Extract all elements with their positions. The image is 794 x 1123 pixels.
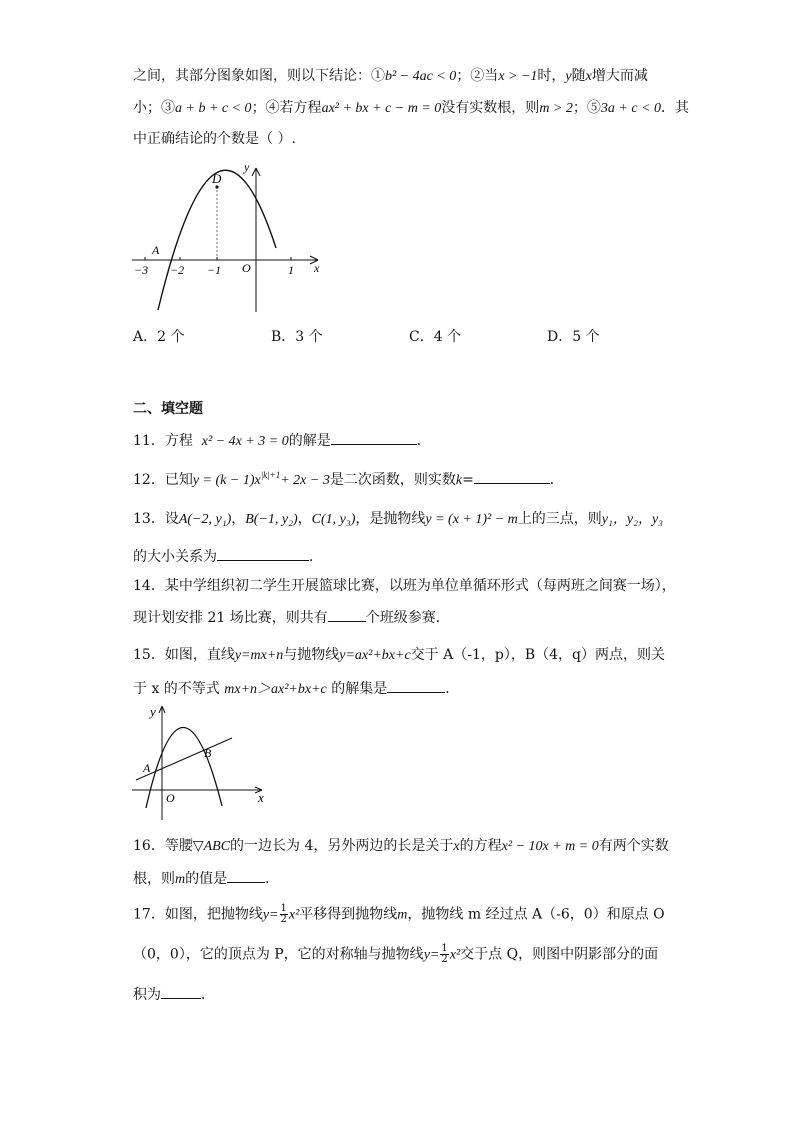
- q17-answer-blank[interactable]: [161, 984, 201, 999]
- q17-y-eq: y=: [262, 907, 279, 923]
- q10-text: 随: [571, 68, 586, 84]
- q10-text: 时，: [537, 68, 566, 84]
- parabola-curve: [146, 727, 222, 808]
- var-x: x: [585, 69, 592, 84]
- q10-text: ．其: [660, 100, 689, 116]
- q12-end: ．: [549, 472, 564, 488]
- q16-line2: [133, 868, 279, 890]
- q16-answer-blank[interactable]: [227, 868, 265, 883]
- q11-answer-blank[interactable]: [331, 430, 417, 445]
- fraction-denominator: 2: [441, 954, 448, 965]
- q10-line1: [133, 66, 648, 87]
- q13-vars: y₁，y₂，y₃: [601, 512, 664, 527]
- point-a-label: A: [143, 761, 151, 775]
- q15-line2: [133, 678, 459, 700]
- q16-var-m: m: [175, 872, 186, 887]
- q17-line2: [133, 944, 658, 966]
- fraction-numerator: 1: [280, 903, 287, 914]
- q12-function: y = (k − 1)x: [192, 473, 261, 488]
- q17-x2: x²: [288, 907, 300, 923]
- q10-line3: 中正确结论的个数是（ ）.: [133, 131, 296, 147]
- q14-text: 个班级参赛．: [365, 610, 450, 626]
- point-b: B(−1, y₂): [245, 512, 298, 527]
- q13-text: 上的三点，则: [517, 511, 602, 527]
- q12-text: 是二次函数，则实数: [329, 472, 456, 488]
- q12-eq: =: [462, 472, 474, 488]
- q16-var-x: x: [453, 839, 460, 854]
- choice-d[interactable]: D．5 个: [547, 329, 600, 345]
- q11-equation: x² − 4x + 3 = 0: [201, 434, 289, 449]
- q16-equation: x² − 10x + m = 0: [501, 839, 599, 854]
- y-label: y: [244, 160, 250, 174]
- q16-end: ．: [265, 871, 280, 887]
- point-a-label: A: [152, 243, 160, 257]
- q14-text: 现计划安排 21 场比赛，则共有: [133, 610, 328, 626]
- q13-label: 13．设: [133, 511, 179, 527]
- q17-y-eq: y=: [423, 947, 440, 963]
- q10-parabola-graph: [128, 158, 328, 318]
- tick-label: 1: [288, 263, 294, 277]
- q15-end: ．: [445, 681, 460, 697]
- q12-answer-blank[interactable]: [474, 469, 550, 484]
- q17-text: ，抛物线 m 经过点 A（-6，0）和原点 O: [407, 906, 665, 923]
- var-y: y: [565, 69, 572, 84]
- q10-text: ；②当: [456, 68, 499, 84]
- line-curve: [136, 738, 232, 780]
- q16-text: 的方程: [459, 838, 502, 854]
- q17-line3: [133, 984, 215, 1005]
- q14-answer-blank[interactable]: [328, 607, 366, 622]
- q17-text: 积为: [133, 987, 161, 1003]
- q14-line2: [133, 607, 450, 628]
- q12: [133, 465, 564, 491]
- condition-5: 3a + c < 0: [600, 101, 661, 116]
- origin-label: O: [166, 791, 175, 805]
- q13-line2: [133, 546, 323, 567]
- q15-text: 交于 A（-1，p），B（4，q）两点，则关: [410, 647, 665, 663]
- q11-end: ．: [416, 433, 431, 449]
- choice-c[interactable]: C．4 个: [409, 329, 462, 345]
- q12-label: 12．已知: [133, 472, 193, 488]
- point-a: A(−2, y₁): [178, 512, 232, 527]
- q15-inequality: mx+n＞ax²+bx+c: [224, 682, 327, 697]
- q15-parabola-eq: y=ax²+bx+c: [339, 648, 411, 663]
- q13-parabola: y = (x + 1)² − m: [425, 512, 518, 527]
- q16-line1: [133, 836, 669, 857]
- q10-text: ；④若方程: [251, 100, 322, 116]
- q15-text: 于 x 的不等式: [133, 681, 220, 697]
- q10-text: 增大而减: [591, 68, 648, 84]
- q15-line-eq: y=mx+n: [234, 648, 284, 663]
- section-title: 二、填空题: [133, 401, 203, 417]
- q15-answer-blank[interactable]: [387, 678, 445, 693]
- condition-3: a + b + c < 0: [175, 101, 252, 116]
- q17-text: 平移得到抛物线: [299, 906, 398, 923]
- q16-text: 有两个实数: [598, 838, 669, 854]
- q17-text: 17．如图，把抛物线: [133, 906, 263, 923]
- q17-text: （0，0），它的顶点为 P，它的对称轴与抛物线: [133, 946, 424, 963]
- q15-text: 的解集是: [331, 681, 388, 697]
- q17-fraction: [280, 904, 288, 925]
- q14-line1: 14．某中学组织初二学生开展篮球比赛，以班为单位单循环形式（每两班之间赛一场），: [133, 578, 676, 594]
- q16-text: 根，则: [133, 871, 175, 887]
- q13-text: 的大小关系为: [133, 549, 217, 565]
- q13-line1: 13．设A(−2, y₁)，B(−1, y₂)，C(1, y₃)，是抛物线y = (x + 1)² − m上的三点，则y₁，y₂，y₃: [133, 511, 664, 527]
- point-b-label: B: [204, 746, 212, 760]
- tick-label: −1: [207, 263, 222, 277]
- q13-end: ．: [309, 549, 323, 565]
- q11-text: 的解是: [288, 433, 331, 449]
- q15-text: 15．如图，直线: [133, 647, 235, 663]
- q11-label: 11．方程: [133, 433, 193, 449]
- q17-x2: x²: [449, 947, 461, 963]
- condition-4: ax² + bx + c − m = 0: [321, 101, 442, 116]
- choice-a[interactable]: A．2 个: [133, 329, 185, 345]
- q11: [133, 430, 431, 452]
- q10-text: 小；③: [133, 100, 175, 116]
- q17-line1: [133, 904, 665, 926]
- q15-graph: [128, 700, 278, 822]
- q17-var-m: m: [397, 907, 408, 923]
- condition-2: x > −1: [498, 69, 538, 84]
- q16-text: 的一边长为 4，另外两边的长是关于: [230, 838, 454, 854]
- q12-var: k: [455, 473, 463, 488]
- point-c: C(1, y₃): [311, 512, 356, 527]
- origin-label: O: [242, 261, 251, 275]
- q10-text: ；⑤: [572, 100, 601, 116]
- tick-label: −2: [170, 263, 185, 277]
- fraction-numerator: 1: [441, 943, 448, 954]
- q17-text: 交于点 Q，则图中阴影部分的面: [460, 946, 659, 963]
- q15-text: 与抛物线: [283, 647, 340, 663]
- q12-function-tail: + 2x − 3: [280, 473, 330, 488]
- q13-answer-blank[interactable]: [217, 546, 309, 561]
- q16-text: 16．等腰: [133, 838, 193, 854]
- q17-end: ．: [201, 987, 215, 1003]
- q10-line2: [133, 98, 689, 119]
- choice-b[interactable]: B．3 个: [271, 329, 323, 345]
- q16-text: 的值是: [185, 871, 228, 887]
- q15-line1: [133, 645, 665, 666]
- q10-text: 没有实数根，则: [441, 100, 540, 116]
- q17-fraction: [440, 944, 448, 965]
- x-label: x: [314, 261, 320, 275]
- q12-exponent: |k|+1: [260, 470, 281, 480]
- condition-1: b² − 4ac < 0: [385, 69, 457, 84]
- fraction-denominator: 2: [280, 914, 287, 925]
- y-label: y: [150, 704, 156, 719]
- q16-triangle: ▽ABC: [192, 839, 231, 854]
- tick-label: −3: [134, 263, 149, 277]
- x-label: x: [258, 790, 264, 805]
- condition-4-m: m > 2: [539, 101, 573, 116]
- q10-text: 之间，其部分图象如图，则以下结论：①: [133, 68, 385, 84]
- q13-text: ，是抛物线: [355, 511, 426, 527]
- vertex-label: D: [212, 171, 222, 186]
